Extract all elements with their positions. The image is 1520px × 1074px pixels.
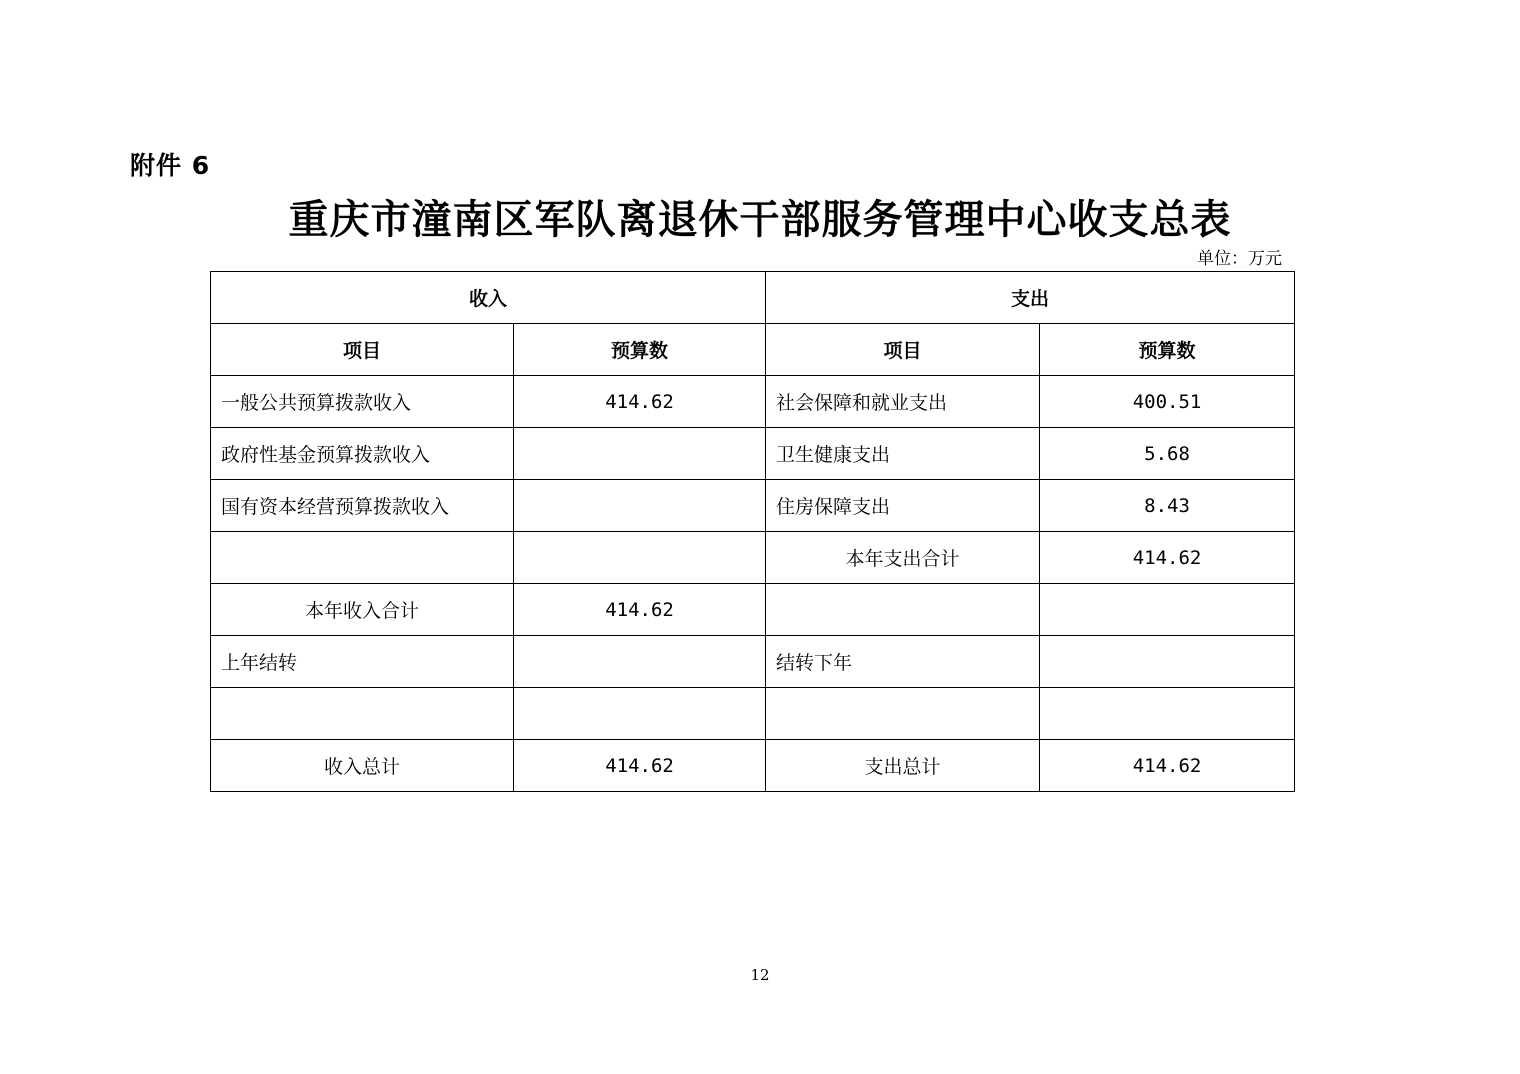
expense-item-cell: 结转下年: [766, 636, 1040, 688]
page-number: 12: [750, 966, 770, 984]
income-header: 收入: [211, 272, 766, 324]
table-row: [211, 636, 1295, 688]
expense-item-cell: 社会保障和就业支出: [766, 376, 1040, 428]
income-item-cell: 政府性基金预算拨款收入: [211, 428, 514, 480]
expense-value-cell: [1040, 636, 1295, 688]
expense-header: 支出: [766, 272, 1295, 324]
expense-item-column-header: 项目: [766, 324, 1040, 376]
income-item-cell: 国有资本经营预算拨款收入: [211, 480, 514, 532]
income-item-cell: 一般公共预算拨款收入: [211, 376, 514, 428]
table-row: [211, 480, 1295, 532]
table-section-header-row: [211, 272, 1295, 324]
expense-item-cell: 卫生健康支出: [766, 428, 1040, 480]
expense-value-cell: 8.43: [1040, 480, 1295, 532]
expense-item-cell: 住房保障支出: [766, 480, 1040, 532]
income-total-value: 414.62: [514, 740, 766, 792]
income-item-cell: [211, 532, 514, 584]
income-total-label: 收入总计: [211, 740, 514, 792]
unit-label: 单位：万元: [1197, 249, 1282, 269]
expense-item-cell: [766, 584, 1040, 636]
expense-budget-column-header: 预算数: [1040, 324, 1295, 376]
expense-subtotal-label: 本年支出合计: [766, 532, 1040, 584]
income-value-cell: 414.62: [514, 376, 766, 428]
expense-total-label: 支出总计: [766, 740, 1040, 792]
expense-subtotal-value: 414.62: [1040, 532, 1295, 584]
budget-summary-table: [210, 271, 1295, 792]
expense-total-value: 414.62: [1040, 740, 1295, 792]
income-subtotal-label: 本年收入合计: [211, 584, 514, 636]
expense-value-cell: 5.68: [1040, 428, 1295, 480]
income-item-cell: 上年结转: [211, 636, 514, 688]
table-row: [211, 428, 1295, 480]
income-value-cell: [514, 636, 766, 688]
expense-item-cell: [766, 688, 1040, 740]
table-row: [211, 376, 1295, 428]
table-row: [211, 688, 1295, 740]
income-value-cell: [514, 532, 766, 584]
income-value-cell: [514, 688, 766, 740]
income-subtotal-value: 414.62: [514, 584, 766, 636]
expense-value-cell: [1040, 584, 1295, 636]
table-row: [211, 532, 1295, 584]
page-title: 重庆市潼南区军队离退休干部服务管理中心收支总表: [288, 196, 1232, 243]
attachment-label: 附件 6: [130, 151, 211, 180]
income-value-cell: [514, 480, 766, 532]
income-item-column-header: 项目: [211, 324, 514, 376]
table-column-header-row: [211, 324, 1295, 376]
expense-value-cell: 400.51: [1040, 376, 1295, 428]
income-budget-column-header: 预算数: [514, 324, 766, 376]
income-value-cell: [514, 428, 766, 480]
table-total-row: [211, 740, 1295, 792]
expense-value-cell: [1040, 688, 1295, 740]
table-row: [211, 584, 1295, 636]
income-item-cell: [211, 688, 514, 740]
